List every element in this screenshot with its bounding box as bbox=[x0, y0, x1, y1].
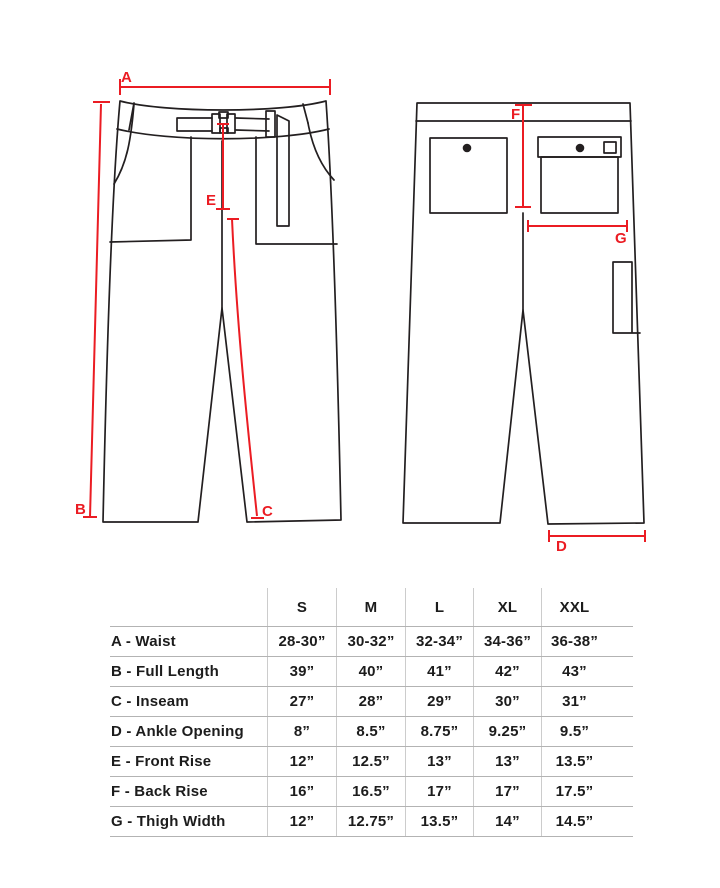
size-value-cell: 28-30” bbox=[267, 627, 336, 656]
size-value-cell: 17” bbox=[405, 777, 473, 806]
size-value-cell: 12.75” bbox=[336, 807, 405, 836]
snap-button-icon bbox=[576, 144, 585, 153]
size-value-cell: 13” bbox=[405, 747, 473, 776]
table-row bbox=[110, 806, 633, 836]
column-header: S bbox=[267, 588, 336, 626]
pocket-body bbox=[541, 157, 618, 213]
measure-label-b: B bbox=[75, 501, 86, 518]
size-value-cell: 17.5” bbox=[541, 777, 633, 806]
measure-D-ankle-opening bbox=[549, 530, 645, 555]
size-value-cell: 9.25” bbox=[473, 717, 541, 746]
row-label: B - Full Length bbox=[111, 663, 219, 680]
table-corner-cell bbox=[110, 588, 267, 626]
column-header: L bbox=[405, 588, 473, 626]
size-value-cell: 40” bbox=[336, 657, 405, 686]
column-header: XL bbox=[473, 588, 541, 626]
size-value-cell: 12” bbox=[267, 807, 336, 836]
measure-E-front-rise bbox=[206, 124, 230, 209]
size-value-cell: 13.5” bbox=[541, 747, 633, 776]
size-table-header bbox=[110, 588, 633, 626]
size-value-cell: 29” bbox=[405, 687, 473, 716]
snap-button-icon bbox=[463, 144, 472, 153]
table-row bbox=[110, 746, 633, 776]
measure-A-waist bbox=[120, 69, 330, 95]
brand-tab-icon bbox=[604, 142, 616, 153]
back-right-flap-pocket bbox=[538, 137, 621, 213]
size-value-cell: 30” bbox=[473, 687, 541, 716]
measure-label-g: G bbox=[615, 230, 627, 247]
belt-slider bbox=[266, 111, 275, 137]
size-value-cell: 12” bbox=[267, 747, 336, 776]
table-row bbox=[110, 656, 633, 686]
size-table bbox=[110, 588, 633, 837]
measure-G-thigh-width bbox=[528, 220, 627, 247]
size-value-cell: 12.5” bbox=[336, 747, 405, 776]
column-header: M bbox=[336, 588, 405, 626]
table-row bbox=[110, 716, 633, 746]
row-label: F - Back Rise bbox=[111, 783, 208, 800]
size-value-cell: 16” bbox=[267, 777, 336, 806]
back-left-pocket bbox=[430, 138, 507, 213]
size-table-body bbox=[110, 626, 633, 836]
row-label: C - Inseam bbox=[111, 693, 189, 710]
size-value-cell: 36-38” bbox=[541, 627, 633, 656]
size-value-cell: 14.5” bbox=[541, 807, 633, 836]
size-value-cell: 41” bbox=[405, 657, 473, 686]
measure-label-a: A bbox=[121, 69, 132, 86]
size-value-cell: 28” bbox=[336, 687, 405, 716]
measure-label-f: F bbox=[511, 106, 521, 123]
front-pants-drawing bbox=[75, 69, 341, 522]
measure-label-d: D bbox=[556, 538, 567, 555]
size-value-cell: 32-34” bbox=[405, 627, 473, 656]
size-value-cell: 8” bbox=[267, 717, 336, 746]
measure-label-e: E bbox=[206, 192, 217, 209]
table-row bbox=[110, 776, 633, 806]
size-value-cell: 42” bbox=[473, 657, 541, 686]
column-header: XXL bbox=[541, 588, 633, 626]
front-right-yoke-seam bbox=[303, 104, 308, 123]
size-value-cell: 39” bbox=[267, 657, 336, 686]
size-value-cell: 9.5” bbox=[541, 717, 633, 746]
front-right-patch-pocket bbox=[256, 137, 337, 244]
size-value-cell: 14” bbox=[473, 807, 541, 836]
measure-C-inseam bbox=[227, 219, 273, 520]
table-row bbox=[110, 626, 633, 656]
size-value-cell: 13.5” bbox=[405, 807, 473, 836]
size-value-cell: 34-36” bbox=[473, 627, 541, 656]
row-label: E - Front Rise bbox=[111, 753, 212, 770]
size-value-cell: 8.75” bbox=[405, 717, 473, 746]
row-label: G - Thigh Width bbox=[111, 813, 226, 830]
back-pants-drawing bbox=[403, 103, 645, 555]
size-value-cell: 43” bbox=[541, 657, 633, 686]
size-value-cell: 17” bbox=[473, 777, 541, 806]
front-left-patch-pocket bbox=[110, 137, 191, 242]
table-row bbox=[110, 686, 633, 716]
size-value-cell: 27” bbox=[267, 687, 336, 716]
size-value-cell: 31” bbox=[541, 687, 633, 716]
size-value-cell: 8.5” bbox=[336, 717, 405, 746]
size-value-cell: 16.5” bbox=[336, 777, 405, 806]
row-label: A - Waist bbox=[111, 633, 176, 650]
belt-hanging-strap bbox=[277, 115, 289, 226]
row-label: D - Ankle Opening bbox=[111, 723, 244, 740]
size-value-cell: 30-32” bbox=[336, 627, 405, 656]
measure-label-c: C bbox=[262, 503, 273, 520]
size-value-cell: 13” bbox=[473, 747, 541, 776]
